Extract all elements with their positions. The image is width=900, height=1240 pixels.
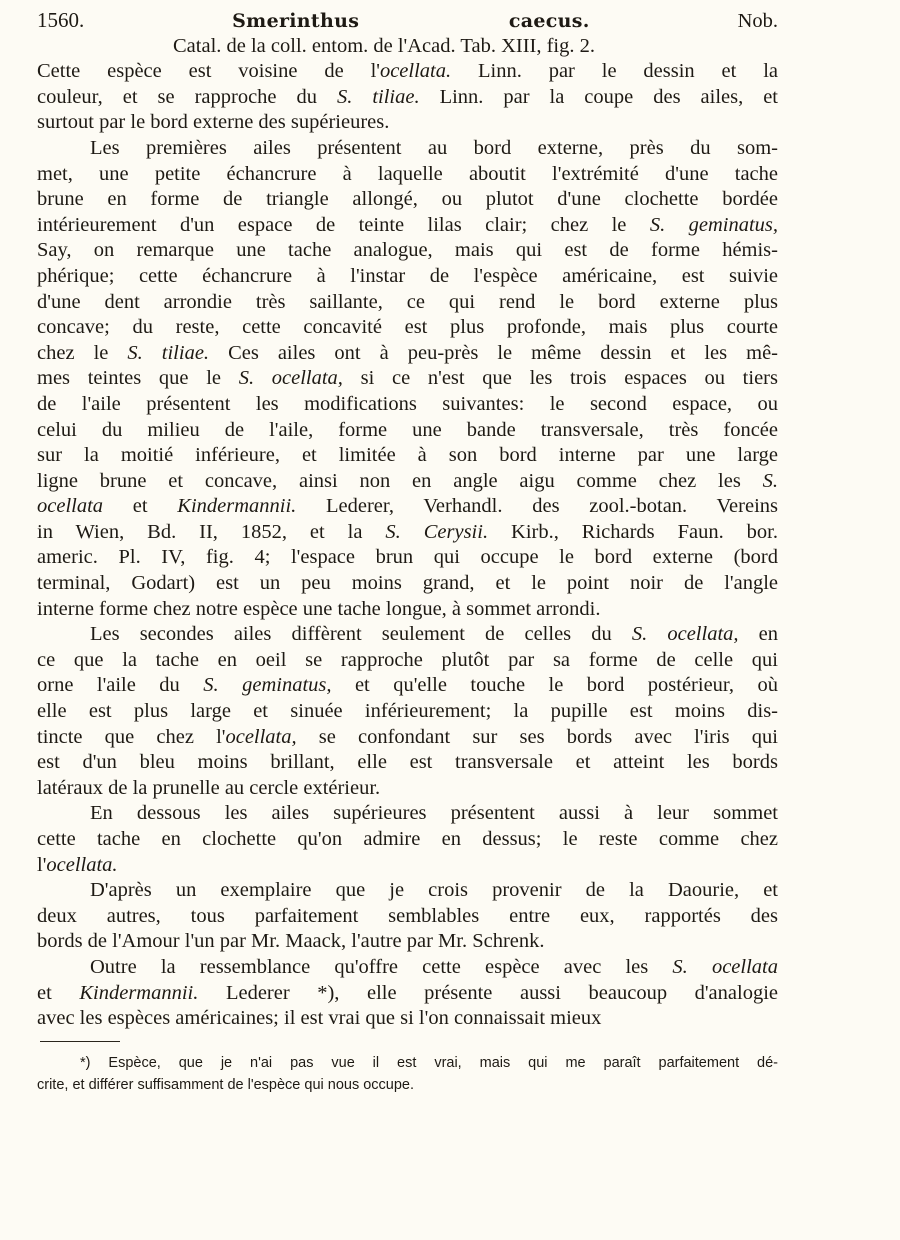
text-line: ocellata et Kindermannii. Lederer, Verhandl. des zool.-botan. Vereins (37, 495, 778, 518)
text-line: americ. Pl. IV, fig. 4; l'espace brun qui occupe le bord externe (bord (37, 546, 778, 569)
italic-taxon: S. Cerysii. (385, 520, 489, 543)
italic-taxon: ocellata. (379, 60, 452, 83)
text-line: brune en forme de triangle allongé, ou plutot d'une clochette bordée (37, 188, 778, 211)
text-line: elle est plus large et sinuée inférieurement; la pupille est moins dis- (37, 700, 778, 723)
italic-taxon: ocellata. (46, 853, 118, 876)
species-author: Nob. (737, 10, 779, 32)
italic-taxon: S. (762, 469, 778, 492)
text-line: de l'aile présentent les modifications suivantes: le second espace, ou (37, 392, 778, 415)
body-text (37, 59, 778, 1032)
text-line: chez le S. tiliae. Ces ailes ont à peu-près le même dessin et les mê- (37, 341, 779, 364)
italic-taxon: S. geminatus, (649, 213, 778, 236)
heading-line (37, 8, 778, 34)
italic-taxon: S. ocellata, (631, 623, 739, 646)
text-line: ligne brune et concave, ainsi non en angle aigu comme chez les S. (37, 469, 778, 492)
text-line: En dessous les ailes supérieures présentent aussi à leur sommet (90, 802, 778, 825)
text-line: terminal, Godart) est un peu moins grand, et le point noir de l'angle (37, 572, 778, 595)
italic-taxon: S. tiliae. (127, 341, 210, 364)
text-line: Cette espèce est voisine de l'ocellata. Linn. par le dessin et la (37, 60, 778, 83)
italic-taxon: Kindermannii. (177, 495, 297, 518)
text-line: mes teintes que le S. ocellata, si ce n'est que les trois espaces ou tiers (37, 367, 778, 390)
text-line: surtout par le bord externe des supérieures. (37, 111, 390, 134)
text-line: Say, on remarque une tache analogue, mais qui est de forme hémis- (37, 239, 778, 262)
text-line: concave; du reste, cette concavité est plus profonde, mais plus courte (37, 316, 778, 339)
text-line: D'après un exemplaire que je crois provenir de la Daourie, et (90, 879, 778, 902)
page-text (37, 8, 778, 1032)
text-line: latéraux de la prunelle au cercle extérieur. (37, 776, 381, 799)
text-line: et Kindermannii. Lederer *), elle présente aussi beaucoup d'analogie (37, 981, 778, 1004)
text-line: cette tache en clochette qu'on admire en dessus; le reste comme chez (37, 828, 778, 850)
text-line: tincte que chez l'ocellata, se confondant sur ses bords avec l'iris qui (37, 725, 778, 748)
text-line: est d'un bleu moins brillant, elle est transversale et atteint les bords (37, 751, 778, 774)
text-line: deux autres, tous parfaitement semblables entre eux, rapportés des (37, 904, 778, 927)
text-line: l'ocellata. (37, 853, 118, 876)
text-line: avec les espèces américaines; il est vrai que si l'on connaissait mieux (37, 1007, 602, 1030)
italic-taxon: Kindermannii. (79, 981, 199, 1004)
footnote-line: crite, et différer suffisamment de l'espèce qui nous occupe. (37, 1077, 415, 1093)
italic-taxon: ocellata (37, 495, 104, 518)
text-line: interne forme chez notre espèce une tache longue, à sommet arrondi. (37, 597, 601, 620)
text-line: Outre la ressemblance qu'offre cette espèce avec les S. ocellata (90, 955, 778, 978)
text-line: d'une dent arrondie très saillante, ce qui rend le bord externe plus (37, 290, 778, 313)
italic-taxon: S. ocellata (672, 955, 778, 978)
text-line: met, une petite échancrure à laquelle aboutit l'extrémité d'une tache (37, 162, 778, 185)
text-line: in Wien, Bd. II, 1852, et la S. Cerysii. Kirb., Richards Faun. bor. (37, 520, 778, 543)
text-line: phérique; cette échancrure à l'instar de l'espèce américaine, est suivie (37, 264, 778, 287)
italic-taxon: ocellata, (225, 725, 297, 748)
text-line: ce que la tache en oeil se rapproche plutôt par sa forme de celle qui (37, 648, 778, 671)
italic-taxon: S. ocellata, (238, 367, 343, 390)
text-line: couleur, et se rapproche du S. tiliae. Linn. par la coupe des ailes, et (37, 85, 778, 108)
text-line: intérieurement d'un espace de teinte lilas clair; chez le S. geminatus, (37, 213, 778, 236)
italic-taxon: S. geminatus, (203, 674, 332, 697)
text-line: Les secondes ailes diffèrent seulement de celles du S. ocellata, en (90, 623, 778, 646)
text-line: sur la moitié inférieure, et limitée à son bord interne par une large (37, 444, 778, 467)
italic-taxon: S. tiliae. (336, 85, 420, 108)
entry-number: 1560. (37, 8, 85, 32)
footnote-line: *) Espèce, que je n'ai pas vue il est vrai, mais qui me paraît parfaitement dé- (80, 1055, 778, 1071)
footnote (37, 1052, 778, 1096)
citation-line: Catal. de la coll. entom. de l'Acad. Tab. XIII, fig. 2. (173, 34, 596, 57)
text-line: Les premières ailes présentent au bord externe, près du som- (90, 136, 778, 159)
text-line: orne l'aile du S. geminatus, et qu'elle touche le bord postérieur, où (37, 674, 779, 697)
text-line: bords de l'Amour l'un par Mr. Maack, l'autre par Mr. Schrenk. (37, 930, 545, 953)
species-name: Smerinthus caecus. (232, 10, 590, 32)
text-line: celui du milieu de l'aile, forme une bande transversale, très foncée (37, 418, 778, 441)
footnote-rule (40, 1041, 120, 1042)
